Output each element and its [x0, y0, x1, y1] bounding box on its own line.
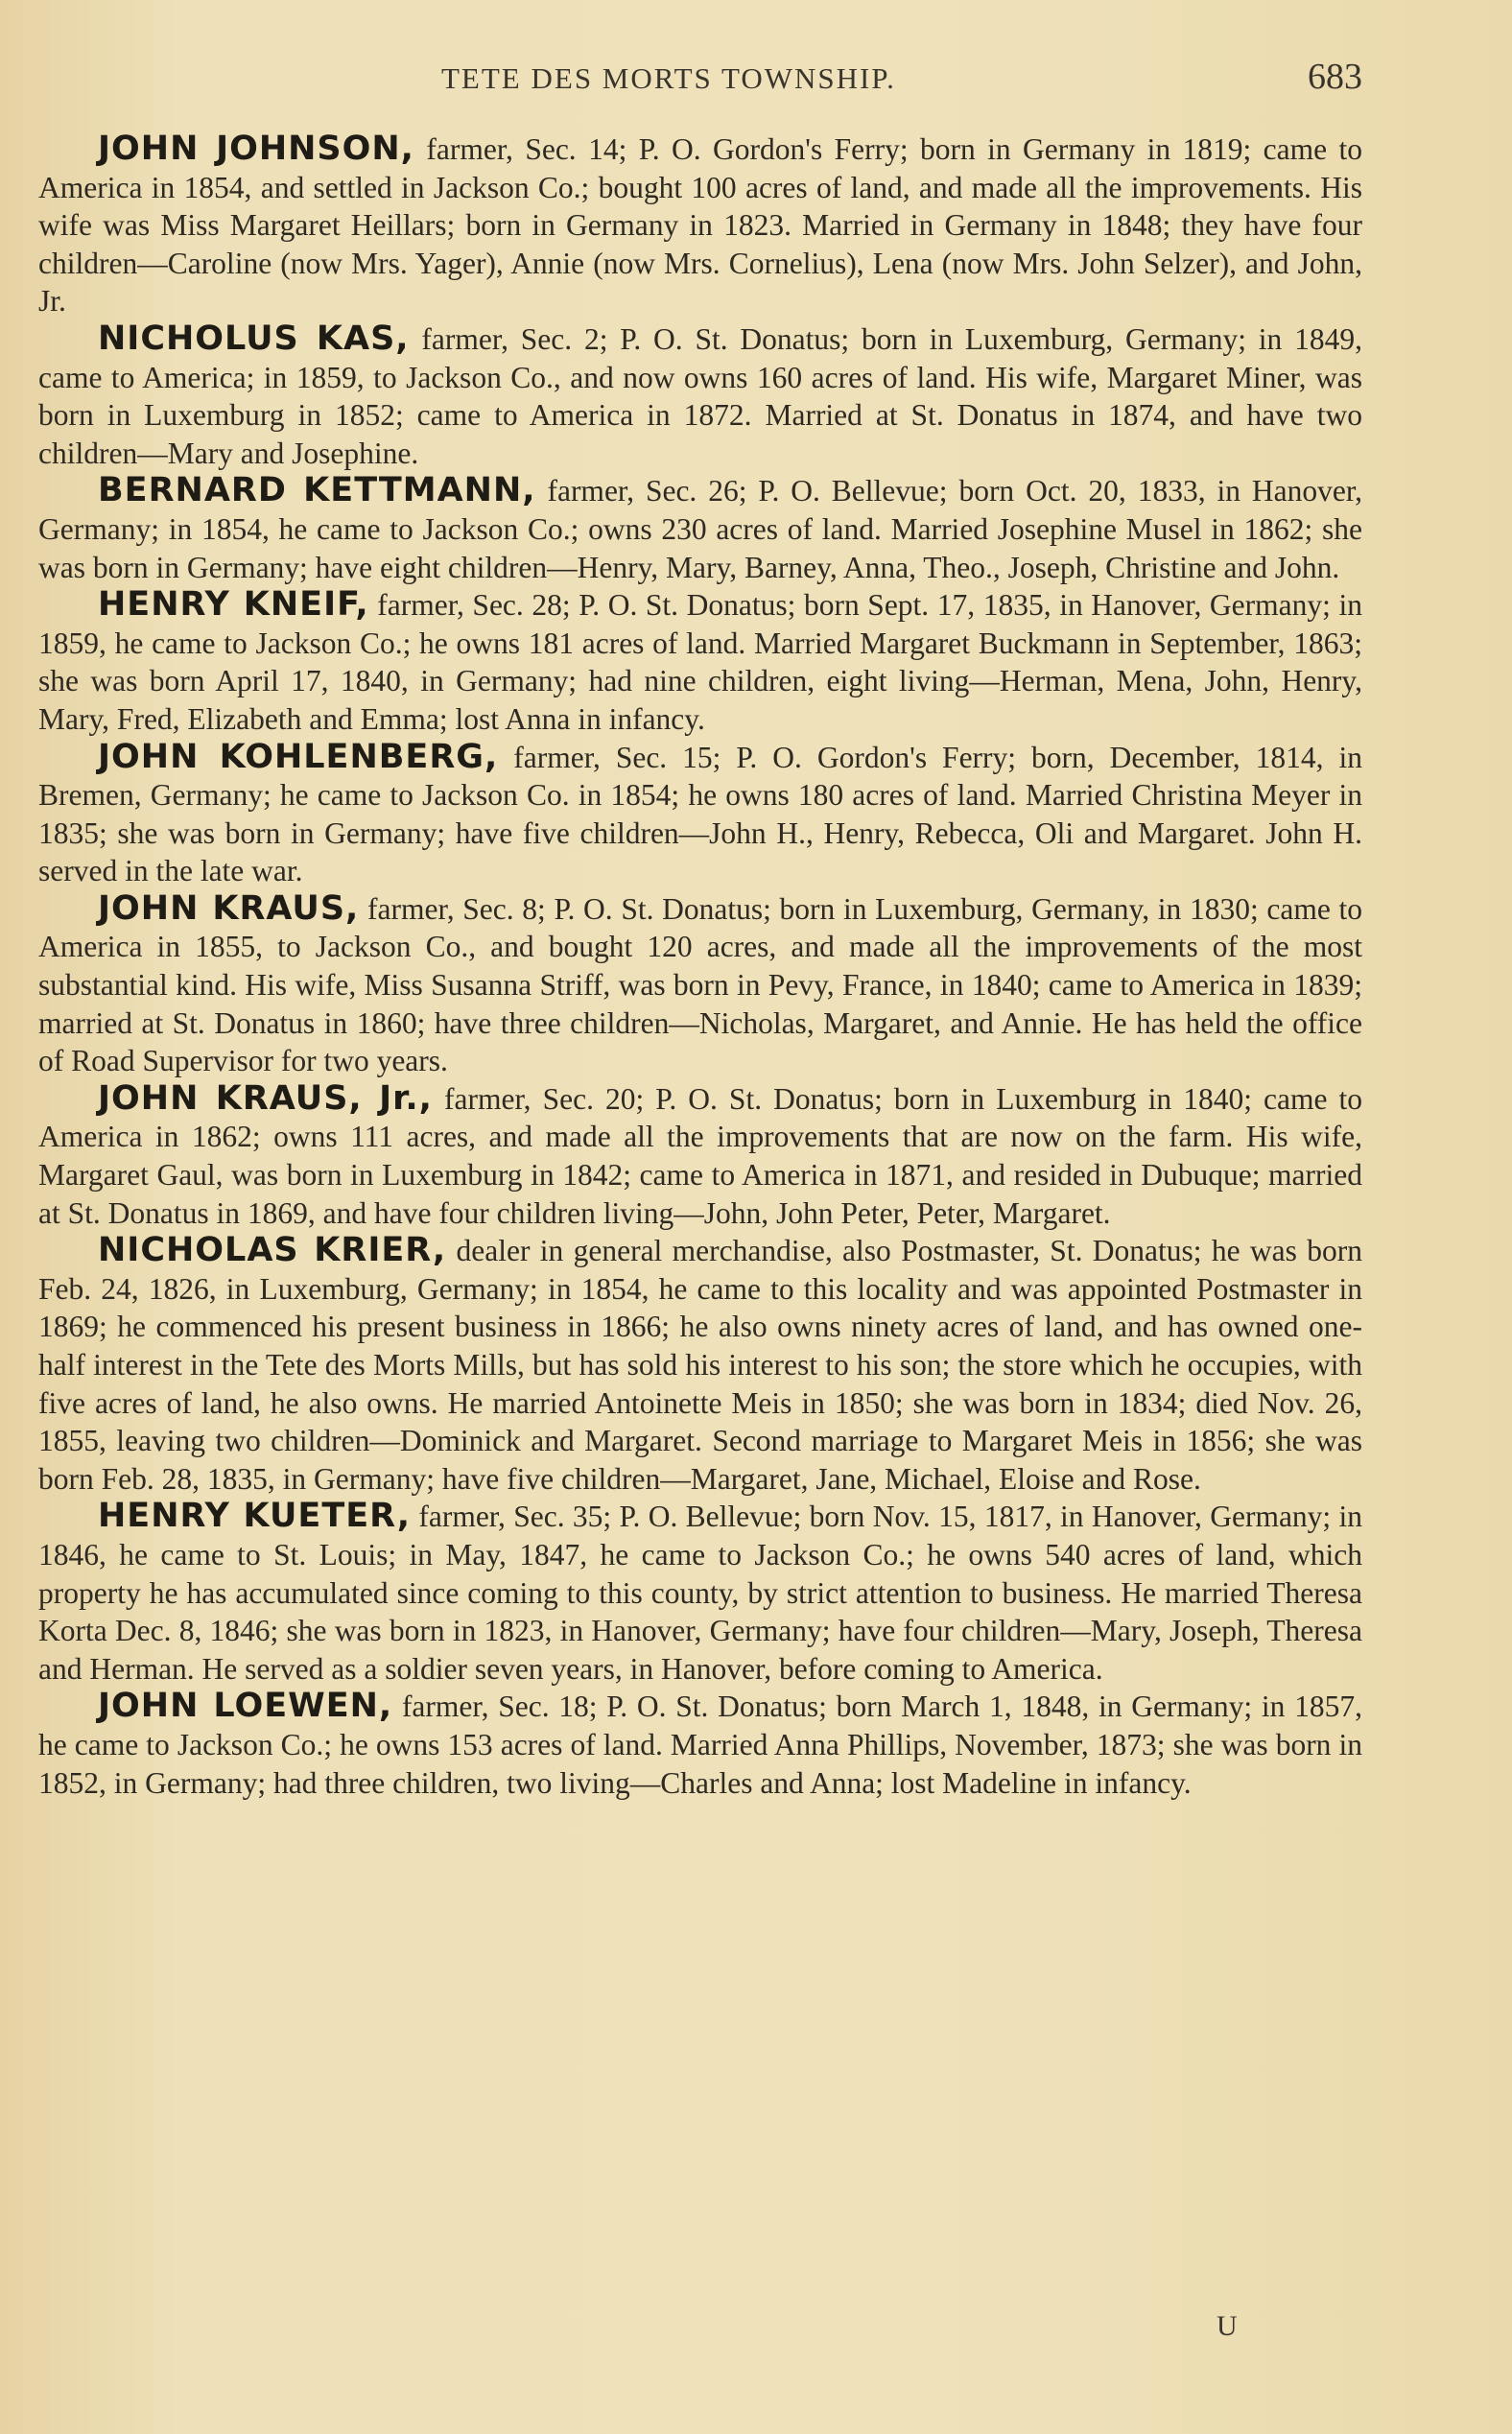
biography-list: [38, 130, 1362, 1802]
entry-text: farmer, Sec. 15; P. O. Gordon's Ferry; born, December, 1814, in Bremen, Germany; he came to Jackson Co. in 1854; he owns 180 acres of land. Married Christina Meyer in 1835; she was born in Germany; have five children—John H., Henry, Rebecca, Oli and Margaret. John H. served in the late war.: [38, 740, 1362, 888]
entry-text: farmer, Sec. 26; P. O. Bellevue; born Oct. 20, 1833, in Hanover, Germany; in 1854, he came to Jackson Co.; owns 230 acres of land. Married Josephine Musel in 1862; she was born in Germany; have eight children—Henry, Mary, Barney, Anna, Theo., Joseph, Christine and John.: [38, 474, 1362, 584]
biography-entry: [38, 472, 1362, 586]
entry-text: farmer, Sec. 18; P. O. St. Donatus; born March 1, 1848, in Germany; in 1857, he came to Jackson Co.; he owns 153 acres of land. Married Anna Phillips, November, 1873; she was born in 1852, in Germany; had three children, two living—Charles and Anna; lost Madeline in infancy.: [38, 1690, 1362, 1800]
biography-entry: [38, 586, 1362, 738]
entry-name: NICHOLAS KRIER,: [98, 1231, 447, 1270]
biography-entry: [38, 130, 1362, 320]
entry-text: farmer, Sec. 20; P. O. St. Donatus; born in Luxemburg in 1840; came to America in 1862; owns 111 acres, and made all the improvements that are now on the farm. His wife, Margaret Gaul, was born in Luxemburg in 1842; came to America in 1871, and resided in Dubuque; married at St. Donatus in 1869, and have four children living—John, John Peter, Peter, Margaret.: [38, 1081, 1363, 1230]
entry-name: JOHN JOHNSON,: [98, 130, 414, 168]
entry-name: HENRY KNEIF,: [98, 585, 369, 625]
page-header: [38, 56, 1362, 113]
biography-entry: [38, 1232, 1362, 1498]
biography-entry: [38, 739, 1362, 890]
entry-text: farmer, Sec. 14; P. O. Gordon's Ferry; born in Germany in 1819; came to America in 1854, and settled in Jackson Co.; bought 100 acres of land, and made all the improvements. His wife was Miss Margaret Heillars; born in Germany in 1823. Married in Germany in 1848; they have four children—Caroline (now Mrs. Yager), Annie (now Mrs. Cornelius), Lena (now Mrs. John Selzer), and John, Jr.: [38, 132, 1362, 319]
entry-text: farmer, Sec. 2; P. O. St. Donatus; born in Luxemburg, Germany; in 1849, came to America; in 1859, to Jackson Co., and now owns 160 acres of land. His wife, Margaret Miner, was born in Luxemburg in 1852; came to America in 1872. Married at St. Donatus in 1874, and have two children—Mary and Josephine.: [38, 321, 1362, 470]
signature-mark: U: [1217, 2310, 1238, 2342]
running-title: TETE DES MORTS TOWNSHIP.: [441, 61, 896, 95]
biography-entry: [38, 1498, 1362, 1688]
biography-entry: [38, 1688, 1362, 1802]
entry-name: JOHN KRAUS, Jr.,: [98, 1078, 433, 1118]
entry-text: farmer, Sec. 8; P. O. St. Donatus; born in Luxemburg, Germany, in 1830; came to America in 1855, to Jackson Co., and bought 120 acres, and made all the improvements of the most substantial kind. His wife, Miss Susanna Striff, was born in Pevy, France, in 1840; came to America in 1839; married at St. Donatus in 1860; have three children—Nicholas, Margaret, and Annie. He has held the office of Road Supervisor for two years.: [38, 891, 1362, 1078]
entry-text: farmer, Sec. 28; P. O. St. Donatus; born Sept. 17, 1835, in Hanover, Germany; in 1859, he came to Jackson Co.; he owns 181 acres of land. Married Margaret Buckmann in September, 1863; she was born April 17, 1840, in Germany; had nine children, eight living—Herman, Mena, John, Henry, Mary, Fred, Elizabeth and Emma; lost Anna in infancy.: [38, 588, 1362, 736]
biography-entry: [38, 1080, 1362, 1232]
entry-name: JOHN LOEWEN,: [98, 1687, 393, 1726]
entry-name: NICHOLUS KAS,: [98, 319, 410, 358]
entry-text: farmer, Sec. 35; P. O. Bellevue; born Nov. 15, 1817, in Hanover, Germany; in 1846, he came to St. Louis; in May, 1847, he came to Jackson Co.; he owns 540 acres of land, which property he has accumulated since coming to this county, by strict attention to business. He married Theresa Korta Dec. 8, 1846; she was born in 1823, in Hanover, Germany; have four children—Mary, Joseph, Theresa and Herman. He served as a soldier seven years, in Hanover, before coming to America.: [38, 1500, 1363, 1686]
entry-name: BERNARD KETTMANN,: [98, 471, 536, 510]
page-number: 683: [1308, 57, 1362, 97]
biography-entry: [38, 890, 1362, 1080]
entry-name: JOHN KOHLENBERG,: [98, 737, 499, 776]
entry-text: dealer in general merchandise, also Postmaster, St. Donatus; he was born Feb. 24, 1826, in Luxemburg, Germany; in 1854, he came to this locality and was appointed Postmaster in 1869; he commenced his present business in 1866; he also owns ninety acres of land, and has owned one-half interest in the Tete des Morts Mills, but has sold his interest to his son; the store which he occupies, with five acres of land, he also owns. He married Antoinette Meis in 1850; she was born in 1834; died Nov. 26, 1855, leaving two children—Dominick and Margaret. Second marriage to Margaret Meis in 1856; she was born Feb. 28, 1835, in Germany; have five children—Margaret, Jane, Michael, Eloise and Rose.: [38, 1234, 1362, 1496]
biography-entry: [38, 320, 1362, 472]
entry-name: JOHN KRAUS,: [98, 888, 360, 928]
entry-name: HENRY KUETER,: [98, 1497, 412, 1536]
